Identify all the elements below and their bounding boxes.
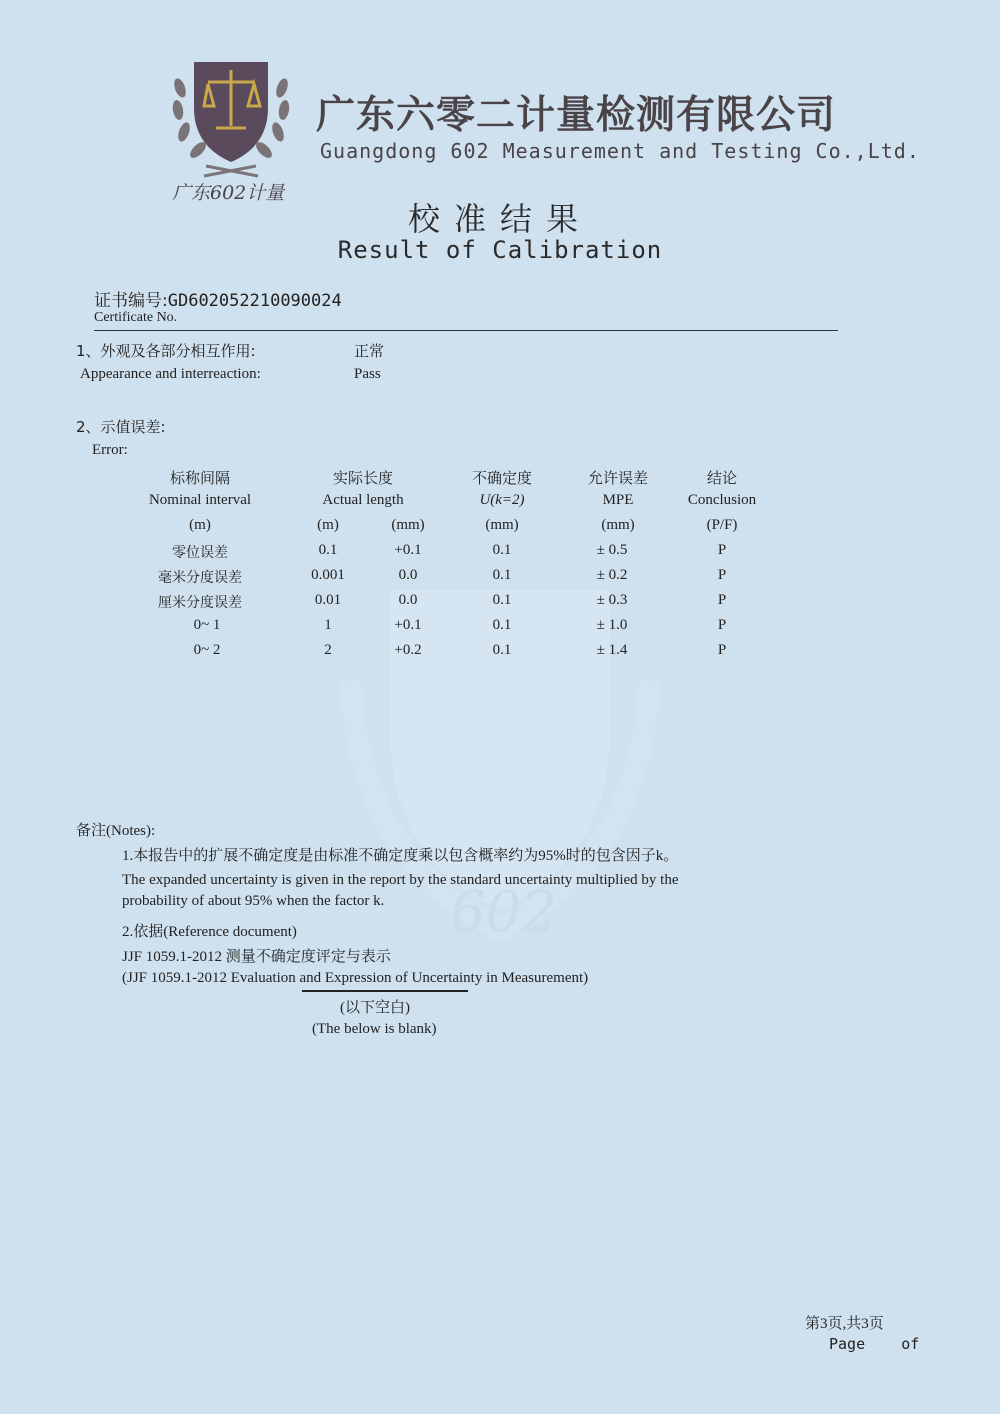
note1-cn: 1.本报告中的扩展不确定度是由标准不确定度乘以包含概率约为95%时的包含因子k。: [122, 848, 679, 864]
row5-mpe: ± 1.4: [596, 642, 628, 658]
col-concl-en: Conclusion: [687, 492, 757, 508]
row5-u: 0.1: [492, 642, 512, 658]
section1-result-cn: 正常: [354, 342, 385, 360]
col-concl-cn: 结论: [706, 471, 737, 487]
row2-mpe: ± 0.2: [596, 567, 628, 583]
section2-heading-cn: 2、示值误差:: [76, 418, 166, 436]
col-uncert-cn: 不确定度: [471, 471, 532, 487]
section1-heading-cn: 1、外观及各部分相互作用:: [76, 342, 256, 360]
row2-m: 0.001: [311, 567, 345, 583]
col-actual-cn: 实际长度: [332, 471, 393, 487]
section1-result-en: Pass: [354, 366, 381, 382]
page-number-cn: 第3页,共3页: [805, 1316, 884, 1332]
certificate-label-en: Certificate No.: [94, 310, 178, 325]
row2-conclusion: P: [717, 567, 727, 583]
blank-marker-line: [302, 990, 468, 992]
col-concl-unit: (P/F): [706, 517, 738, 533]
note2-reference-cn: JJF 1059.1-2012 测量不确定度评定与表示: [122, 949, 391, 965]
company-name-en: Guangdong 602 Measurement and Testing Co.,Ltd.: [320, 139, 920, 163]
row1-conclusion: P: [717, 542, 727, 558]
note2-reference-en: (JJF 1059.1-2012 Evaluation and Expression of Uncertainty in Measurement): [122, 970, 589, 986]
notes-heading: 备注(Notes):: [76, 823, 156, 839]
page-number-en: Page of: [829, 1335, 920, 1353]
row5-interval: 0~ 2: [193, 642, 221, 658]
col-mpe-unit: (mm): [601, 517, 635, 533]
col-uncert-en: U(k=2): [479, 492, 525, 508]
row5-conclusion: P: [717, 642, 727, 658]
col-actual-unit-m: (m): [317, 517, 339, 533]
row4-mm: +0.1: [394, 617, 422, 633]
title-en: Result of Calibration: [337, 236, 663, 264]
company-name-cn: 广东六零二计量检测有限公司: [316, 93, 837, 138]
certificate-label-cn: 证书编号:: [94, 291, 168, 311]
blank-notice-en: (The below is blank): [312, 1021, 437, 1037]
row2-u: 0.1: [492, 567, 512, 583]
logo-signature: 广东602计量: [172, 182, 285, 204]
row1-m: 0.1: [318, 542, 338, 558]
note2-heading: 2.依据(Reference document): [122, 924, 297, 940]
note1-en-line2: probability of about 95% when the factor k.: [122, 893, 385, 909]
blank-notice-cn: (以下空白): [340, 1000, 410, 1016]
row2-interval: 毫米分度误差: [158, 570, 242, 586]
company-logo: [166, 48, 296, 178]
col-mpe-en: MPE: [602, 492, 634, 508]
row4-interval: 0~ 1: [193, 617, 221, 633]
col-mpe-cn: 允许误差: [587, 471, 648, 487]
row4-conclusion: P: [717, 617, 727, 633]
row3-conclusion: P: [717, 592, 727, 608]
col-nominal-cn: 标称间隔: [169, 471, 230, 487]
row4-u: 0.1: [492, 617, 512, 633]
row5-m: 2: [324, 642, 332, 658]
col-nominal-en: Nominal interval: [148, 492, 252, 508]
col-nominal-unit: (m): [189, 517, 211, 533]
row3-m: 0.01: [314, 592, 342, 608]
row1-mm: +0.1: [394, 542, 422, 558]
row5-mm: +0.2: [394, 642, 422, 658]
col-actual-unit-mm: (mm): [391, 517, 425, 533]
title-cn: 校准结果: [407, 200, 592, 238]
row1-mpe: ± 0.5: [596, 542, 628, 558]
row3-mpe: ± 0.3: [596, 592, 628, 608]
row2-mm: 0.0: [398, 567, 418, 583]
row4-mpe: ± 1.0: [596, 617, 628, 633]
watermark-signature: 602: [450, 880, 557, 945]
section1-heading-en: Appearance and interreaction:: [80, 366, 261, 382]
row3-u: 0.1: [492, 592, 512, 608]
row3-mm: 0.0: [398, 592, 418, 608]
col-actual-en: Actual length: [322, 492, 404, 508]
row4-m: 1: [324, 617, 332, 633]
note1-en-line1: The expanded uncertainty is given in the report by the standard uncertainty multiplied by the: [122, 872, 679, 888]
certificate-number: GD602052210090024: [167, 291, 342, 311]
header-divider: [94, 330, 838, 331]
row1-u: 0.1: [492, 542, 512, 558]
row1-interval: 零位误差: [172, 545, 228, 561]
row3-interval: 厘米分度误差: [158, 595, 242, 611]
certificate-number-line: [94, 286, 342, 311]
col-uncert-unit: (mm): [485, 517, 519, 533]
section2-heading-en: Error:: [92, 442, 128, 458]
